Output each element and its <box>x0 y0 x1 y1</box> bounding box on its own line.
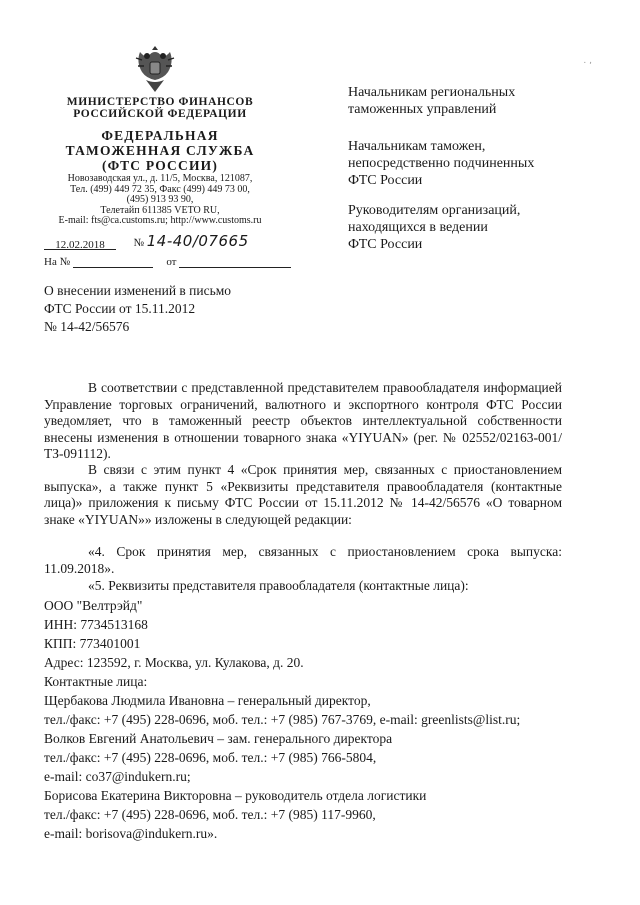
recipient-1-line-1: Начальникам региональных <box>348 85 516 100</box>
service-contacts <box>40 174 280 227</box>
contact-line: Контактные лица: <box>44 674 148 689</box>
address-line-3: (495) 913 93 90, <box>126 194 194 205</box>
recipient-3 <box>348 202 608 253</box>
recipient-3-line-1: Руководителям организаций, <box>348 203 521 218</box>
ministry-title <box>40 96 280 120</box>
recipient-3-line-3: ФТС России <box>348 237 423 252</box>
on-no-label: На № <box>44 256 71 268</box>
ministry-line-1: МИНИСТЕРСТВО ФИНАНСОВ <box>66 96 254 108</box>
from-label: от <box>166 256 177 268</box>
contact-line: тел./факс: +7 (495) 228-0696, моб. тел.: +7 (985) 117-9960, <box>44 807 376 822</box>
ministry-line-2: РОССИЙСКОЙ ФЕДЕРАЦИИ <box>73 108 247 120</box>
service-line-1: ФЕДЕРАЛЬНАЯ <box>101 128 219 143</box>
contact-line: e-mail: co37@indukern.ru; <box>44 769 191 784</box>
letter-number: 14-40/07665 <box>146 232 249 250</box>
contact-block <box>44 596 584 843</box>
recipient-2 <box>348 138 608 189</box>
recipient-2-line-2: непосредственно подчиненных <box>348 156 535 171</box>
number-prefix: № <box>133 237 144 249</box>
body-paragraph-4: «5. Реквизиты представителя правообладателя (контактные лица): <box>88 578 469 593</box>
address-line-5: E-mail: fts@ca.customs.ru; http://www.customs.ru <box>58 215 262 226</box>
address-line-2: Тел. (499) 449 72 35, Факс (499) 449 73 00, <box>70 183 250 195</box>
service-line-3: (ФТС РОССИИ) <box>101 158 219 173</box>
subject-line-1: О внесении изменений в письмо <box>44 283 232 298</box>
address-line-1: Новозаводская ул., д. 11/5, Москва, 121087, <box>67 173 253 184</box>
body-paragraph-2: В связи с этим пункт 4 «Срок принятия мер, связанных с приостановлением выпуска», а также пункт 5 «Реквизиты представителя правообладателя (контактные лица)» приложения к письму ФТС России от 15.11.2012 № 14-42/56576 «О товарном знаке «YIYUAN»» изложены в следующей редакции: <box>44 462 562 527</box>
service-title <box>40 128 280 173</box>
from-blank <box>179 257 291 268</box>
recipient-2-line-1: Начальникам таможен, <box>348 139 486 154</box>
subject-line-3: № 14-42/56576 <box>44 319 130 334</box>
contact-line: Щербакова Людмила Ивановна – генеральный директор, <box>44 693 371 708</box>
contact-line: КПП: 773401001 <box>44 636 141 651</box>
contact-line: тел./факс: +7 (495) 228-0696, моб. тел.: +7 (985) 766-5804, <box>44 750 377 765</box>
recipient-3-line-2: находящихся в ведении <box>348 220 488 235</box>
registration-line <box>44 232 249 250</box>
contact-line: тел./факс: +7 (495) 228-0696, моб. тел.: +7 (985) 767-3769, e-mail: greenlists@list.ru; <box>44 712 521 727</box>
contact-line: Борисова Екатерина Викторовна – руководитель отдела логистики <box>44 788 427 803</box>
contact-line: ООО "Велтрэйд" <box>44 598 143 613</box>
address-line-4: Телетайп 611385 VETO RU, <box>100 204 220 216</box>
double-headed-eagle-icon <box>132 42 178 96</box>
on-no-blank <box>73 257 153 268</box>
reply-reference-line <box>44 256 291 268</box>
letter-subject <box>44 282 344 336</box>
coat-of-arms-emblem <box>132 42 178 96</box>
body-paragraph-3: «4. Срок принятия мер, связанных с приостановлением срока выпуска: 11.09.2018». <box>44 544 562 576</box>
recipient-1-line-2: таможенных управлений <box>348 102 497 117</box>
subject-line-2: ФТС России от 15.11.2012 <box>44 301 196 316</box>
contact-line: ИНН: 7734513168 <box>44 617 148 632</box>
letter-date: 12.02.2018 <box>44 239 116 250</box>
recipient-2-line-3: ФТС России <box>348 173 423 188</box>
recipient-1 <box>348 84 608 118</box>
body-paragraph-1: В соответствии с представленной представителем правообладателя информацией Управление торговых ограничений, валютного и экспортного контроля ФТС России уведомляет, что в таможенный реестр объектов интеллектуальной собственности внесены изменения в отношении товарного знака «YIYUAN» (рег. № 02552/02163-001/ТЗ-091112). <box>44 380 562 461</box>
corner-mark: . , <box>583 56 592 66</box>
service-line-2: ТАМОЖЕННАЯ СЛУЖБА <box>65 143 255 158</box>
contact-line: Волков Евгений Анатольевич – зам. генерального директора <box>44 731 393 746</box>
contact-line: Адрес: 123592, г. Москва, ул. Кулакова, д. 20. <box>44 655 304 670</box>
contact-line: e-mail: borisova@indukern.ru». <box>44 826 218 841</box>
